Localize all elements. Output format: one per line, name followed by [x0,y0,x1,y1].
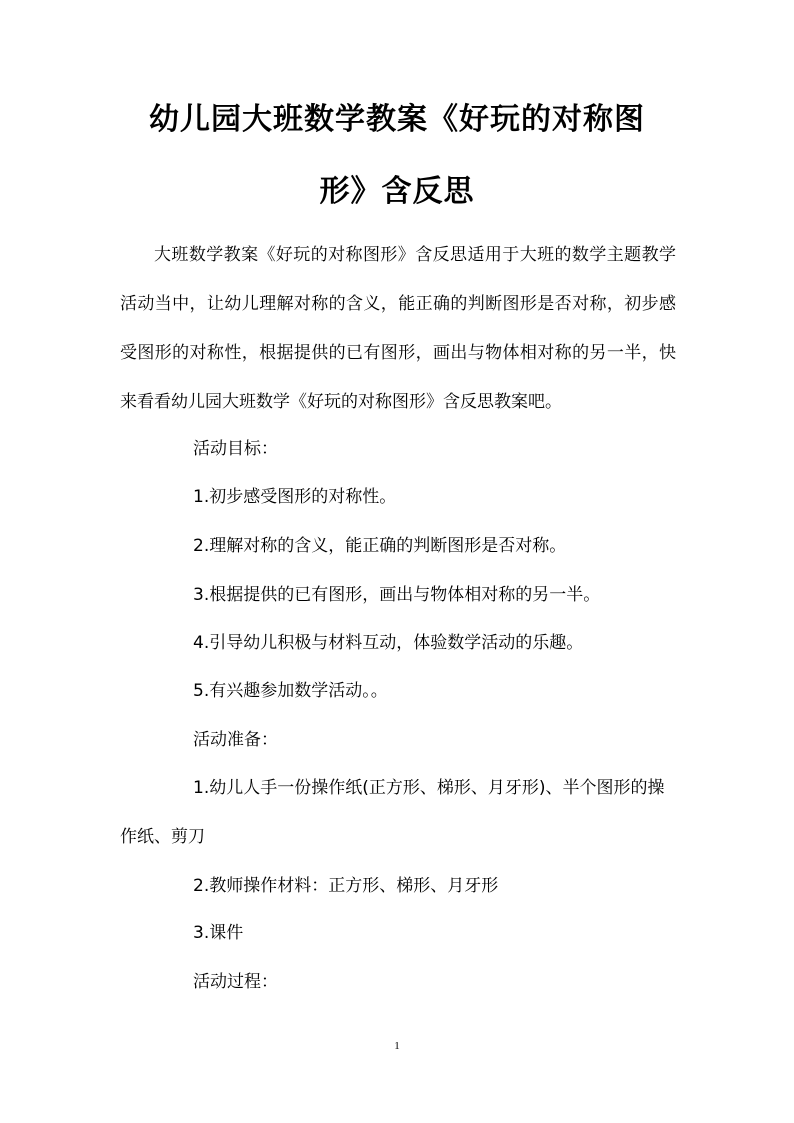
page-number: 1 [394,1040,400,1052]
goal-item-4: 4.引导幼儿积极与材料互动，体验数学活动的乐趣。 [193,633,584,653]
goal-item-3: 3.根据提供的已有图形，画出与物体相对称的另一半。 [193,585,601,605]
goal-item-1: 1.初步感受图形的对称性。 [193,487,397,507]
prep-item-3: 3.课件 [193,923,244,943]
process-heading: 活动过程： [193,972,278,992]
document-title-line-2: 形》含反思 [319,174,475,209]
intro-paragraph: 大班数学教案《好玩的对称图形》含反思适用于大班的数学主题教学活动当中，让幼儿理解对称的含义，能正确的判断图形是否对称，初步感受图形的对称性，根据提供的已有图形，画出与物体相对称的另一半，快来看看幼儿园大班数学《好玩的对称图形》含反思教案吧。 [120,245,676,412]
prep-item-2: 2.教师操作材料：正方形、梯形、月牙形 [193,876,499,896]
goals-heading: 活动目标： [193,439,278,459]
prep-item-1: 1.幼儿人手一份操作纸(正方形、梯形、月牙形)、半个图形的操作纸、剪刀 [120,778,665,847]
goal-item-2: 2.理解对称的含义，能正确的判断图形是否对称。 [193,536,567,556]
document-title-line-1: 幼儿园大班数学教案《好玩的对称图 [149,102,645,137]
prep-heading: 活动准备： [193,730,278,750]
goal-item-5: 5.有兴趣参加数学活动。。 [193,681,388,701]
